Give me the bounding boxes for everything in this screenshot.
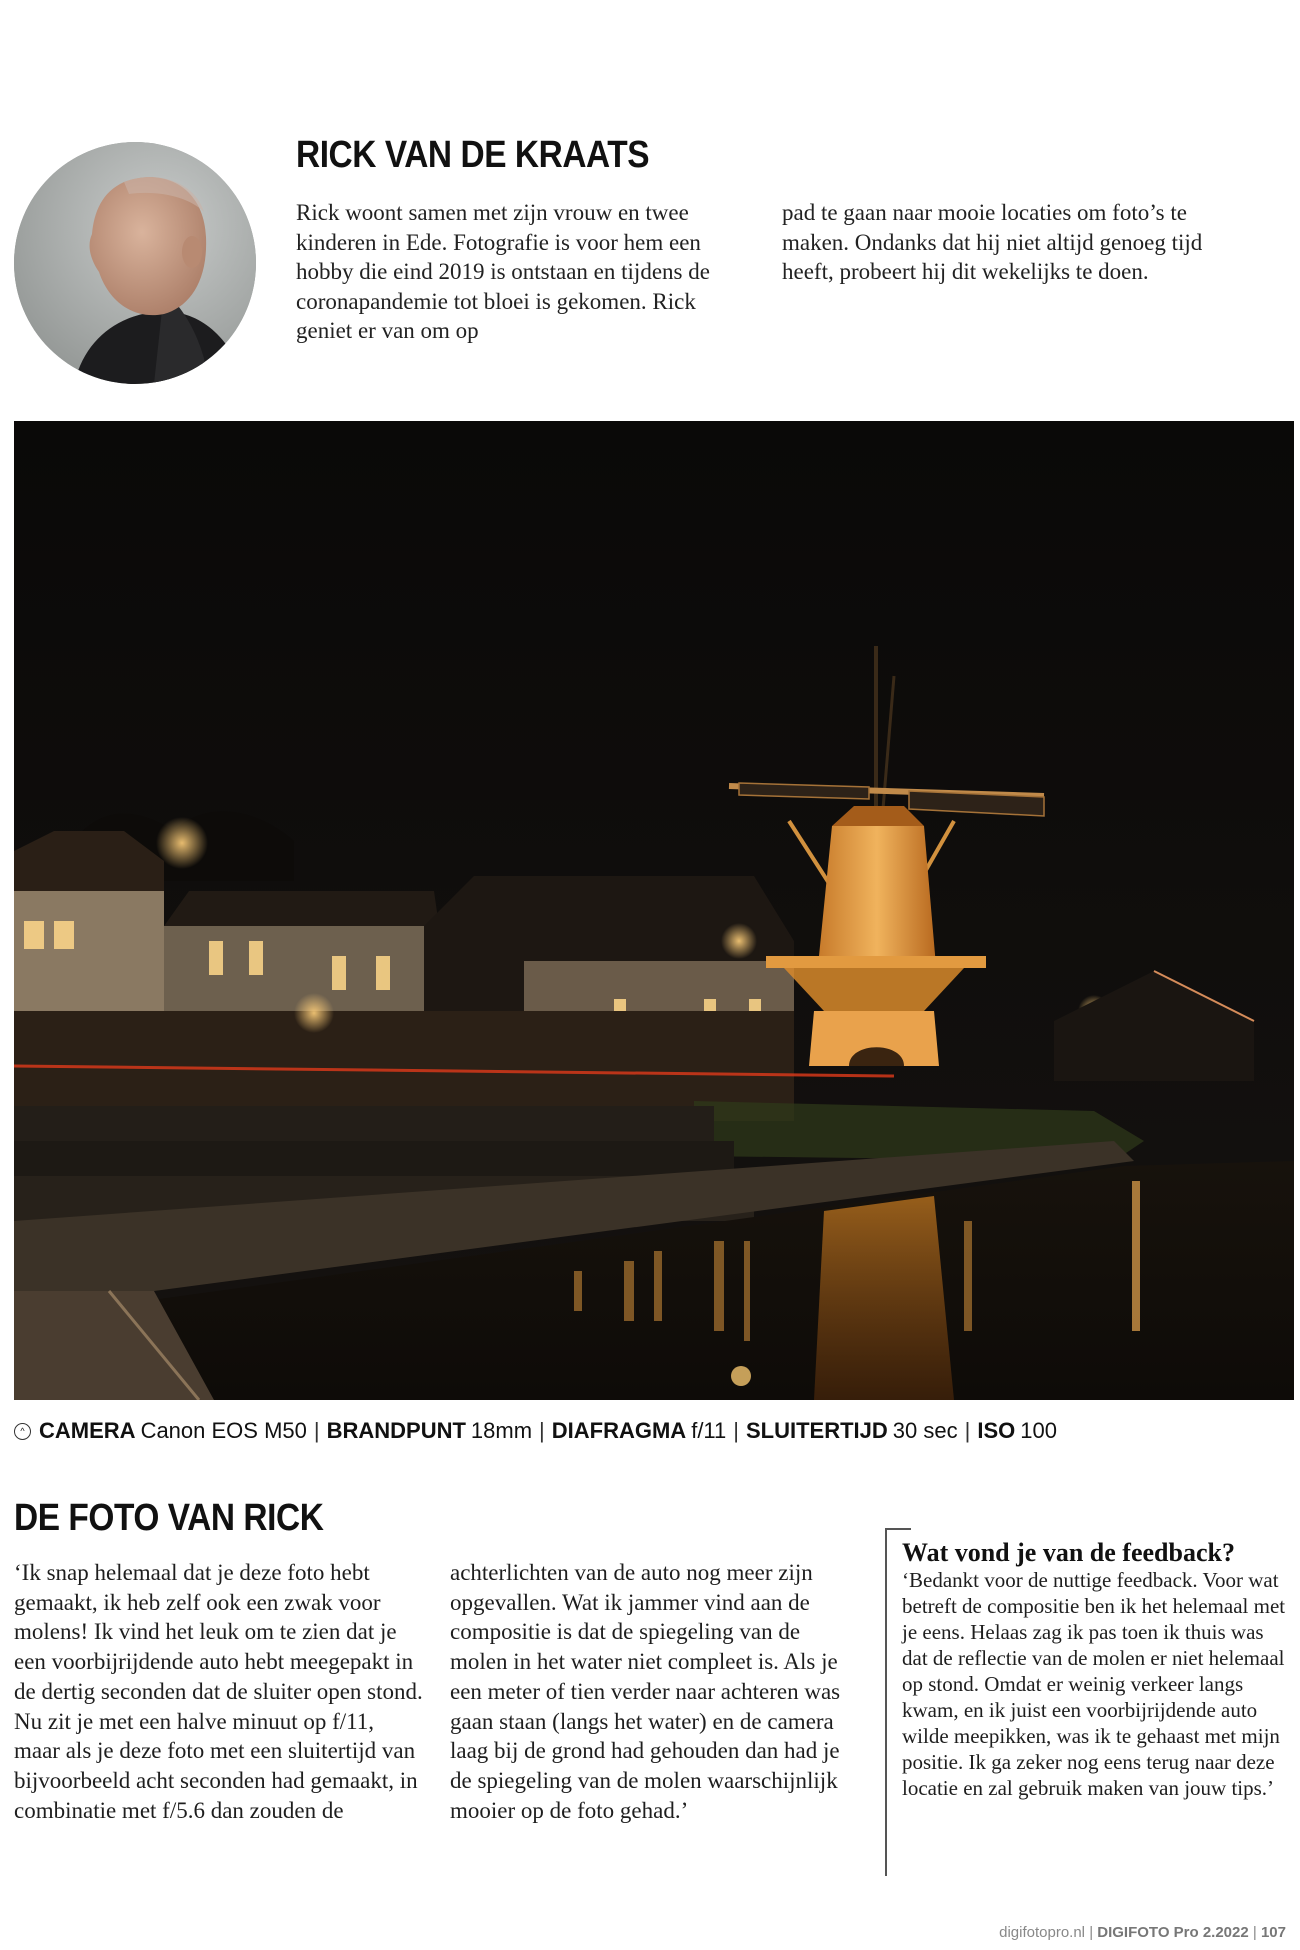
shutter-label: SLUITERTIJD [745,1418,888,1443]
article-column-1: ‘Ik snap helemaal dat je deze foto hebt gemaakt, ik heb zelf ook een zwak voor molens! Ik vind het leuk om te zien dat je een voorbijrijdende auto hebt meegepakt in de dertig seconden dat de sluiter open stond. Nu zit je met een halve minuut op f/11, maar als je deze foto met een sluitertijd van bijvoorbeeld acht seconden had gemaakt, in combinatie met f/5.6 dan zouden de [14,1560,423,1823]
author-bio-column-2: pad te gaan naar mooie locaties om foto’s te maken. Ondanks dat hij niet altijd genoeg tijd heeft, probeert hij dit wekelijks te doen. [782,200,1203,285]
shutter-value: 30 sec [892,1418,958,1443]
camera-label: CAMERA [39,1418,136,1443]
camera-settings-bar [14,1418,1057,1444]
section-title: DE FOTO VAN RICK [14,1497,324,1539]
footer-site: digifotopro.nl [999,1924,1086,1941]
separator: | [733,1418,739,1443]
iso-value: 100 [1020,1418,1057,1443]
footer-separator: | [1089,1924,1094,1941]
author-name: RICK VAN DE KRAATS [296,134,650,176]
feedback-title: Wat vond je van de feedback? [902,1538,1235,1567]
aperture-label: DIAFRAGMA [551,1418,687,1443]
camera-value: Canon EOS M50 [140,1418,307,1443]
iso-label: ISO [977,1418,1016,1443]
feedback-rule-vertical [885,1528,887,1876]
footer-magazine: DIGIFOTO Pro 2.2022 [1097,1924,1249,1941]
footer-separator: | [1252,1924,1257,1941]
article-column-2: achterlichten van de auto nog meer zijn opgevallen. Wat ik jammer vind aan de compositie is dat de spiegeling van de molen in het water niet compleet is. Als je een meter of tien verder naar achteren was gaan staan (langs het water) en de camera laag bij de grond had gehouden dan had je de spiegeling van de molen waarschijnlijk mooier op de foto gehad.’ [450,1560,841,1823]
separator: | [964,1418,971,1443]
separator: | [539,1418,545,1443]
author-bio-column-1: Rick woont samen met zijn vrouw en twee kinderen in Ede. Fotografie is voor hem een hobby die eind 2019 is ontstaan en tijdens de coronapandemie tot bloei is gekomen. Rick geniet er van om op [296,200,710,344]
focal-length-label: BRANDPUNT [326,1418,466,1443]
camera-icon: ^ [14,1423,31,1440]
page-number: 107 [1260,1924,1286,1941]
page-footer [999,1924,1286,1941]
feedback-text: ‘Bedankt voor de nuttige feedback. Voor wat betreft de compositie ben ik het helemaal met je eens. Helaas zag ik pas toen ik thuis was dat de reflectie van de molen er niet helemaal op stond. Omdat er weinig verkeer langs kwam, en ik juist een voorbijrijdende auto wilde meepikken, was ik te gehaast met mijn positie. Ik ga zeker nog eens terug naar deze locatie en zal gebruik maken van jouw tips.’ [902,1568,1286,1800]
focal-length-value: 18mm [470,1418,533,1443]
author-portrait [14,142,256,384]
aperture-value: f/11 [691,1418,727,1443]
separator: | [313,1418,320,1443]
windmill-night-photo [14,421,1294,1400]
feedback-rule-horizontal [885,1528,911,1530]
